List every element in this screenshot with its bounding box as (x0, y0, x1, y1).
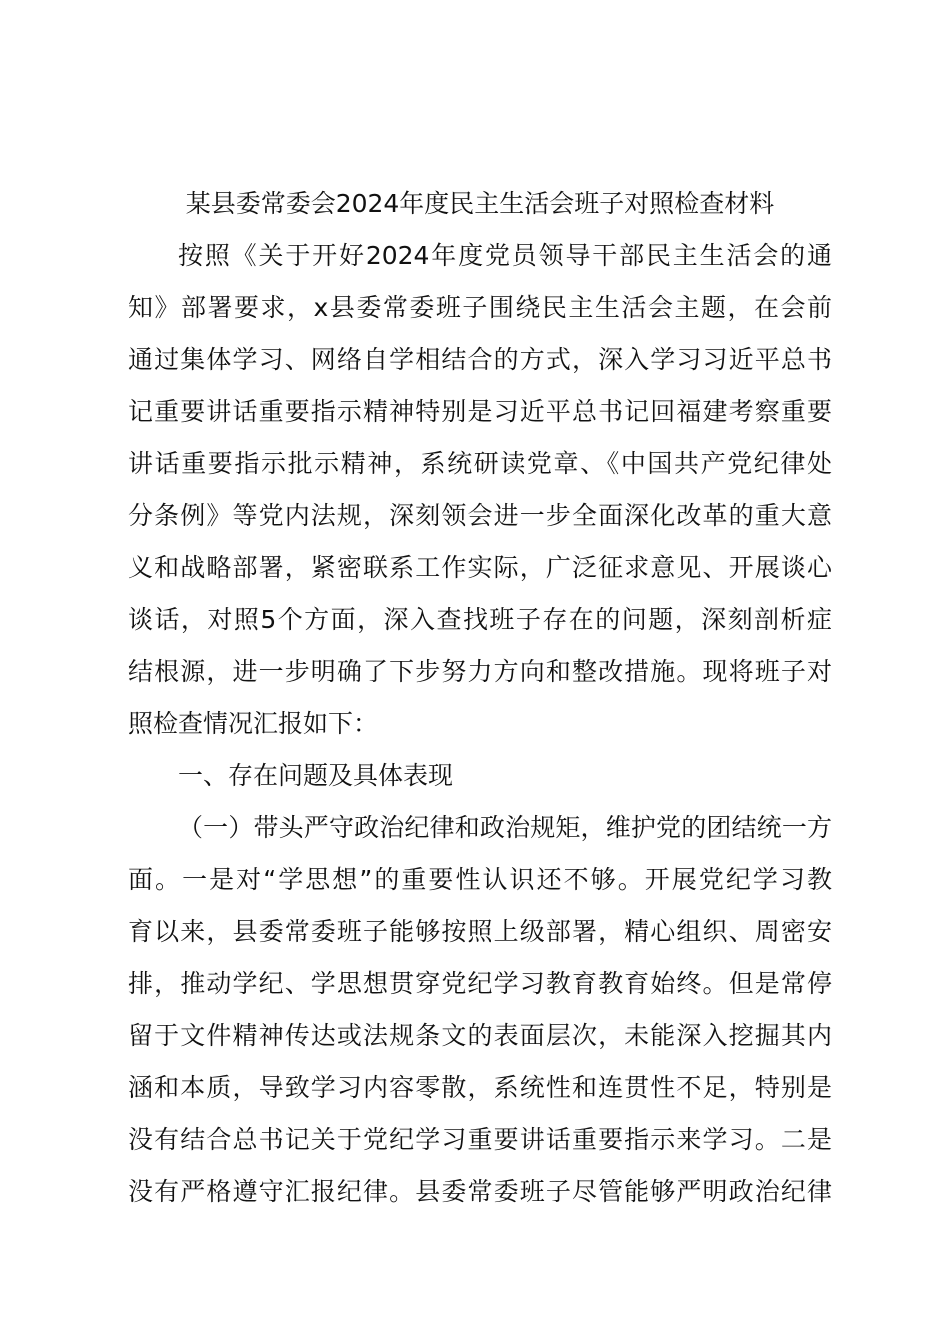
text-line: 结根源，进一步明确了下步努力方向和整改措施。现将班子对 (128, 657, 832, 686)
section-heading: 一、存在问题及具体表现 (178, 761, 454, 790)
text-line: 讲话重要指示批示精神，系统研读党章、《中国共产党纪律处 (128, 449, 832, 478)
text-line: 义和战略部署，紧密联系工作实际，广泛征求意见、开展谈心 (128, 553, 832, 582)
text-line: 排，推动学纪、学思想贯穿党纪学习教育教育始终。但是常停 (128, 969, 832, 998)
text-line: 谈话，对照5个方面，深入查找班子存在的问题，深刻剖析症 (128, 605, 832, 634)
text-line: 没有严格遵守汇报纪律。县委常委班子尽管能够严明政治纪律 (128, 1177, 832, 1206)
text-line: （一）带头严守政治纪律和政治规矩，维护党的团结统一方 (178, 813, 832, 842)
text-line: 记重要讲话重要指示精神特别是习近平总书记回福建考察重要 (128, 397, 832, 426)
text-line: 知》部署要求，x县委常委班子围绕民主生活会主题，在会前 (128, 293, 832, 322)
text-line: 通过集体学习、网络自学相结合的方式，深入学习习近平总书 (128, 345, 832, 374)
document-title: 某县委常委会2024年度民主生活会班子对照检查材料 (185, 189, 775, 218)
text-line: 涵和本质，导致学习内容零散，系统性和连贯性不足，特别是 (128, 1073, 832, 1102)
text-line: 照检查情况汇报如下： (128, 709, 379, 738)
intro-paragraph (128, 230, 832, 750)
text-line: 留于文件精神传达或法规条文的表面层次，未能深入挖掘其内 (128, 1021, 832, 1050)
section-paragraph (128, 802, 832, 1218)
text-line: 分条例》等党内法规，深刻领会进一步全面深化改革的重大意 (128, 501, 832, 530)
text-line: 育以来，县委常委班子能够按照上级部署，精心组织、周密安 (128, 917, 832, 946)
document-body (128, 178, 832, 1218)
text-line: 面。一是对“学思想”的重要性认识还不够。开展党纪学习教 (128, 865, 832, 894)
text-line: 按照《关于开好2024年度党员领导干部民主生活会的通 (178, 241, 832, 270)
text-line: 没有结合总书记关于党纪学习重要讲话重要指示来学习。二是 (128, 1125, 832, 1154)
